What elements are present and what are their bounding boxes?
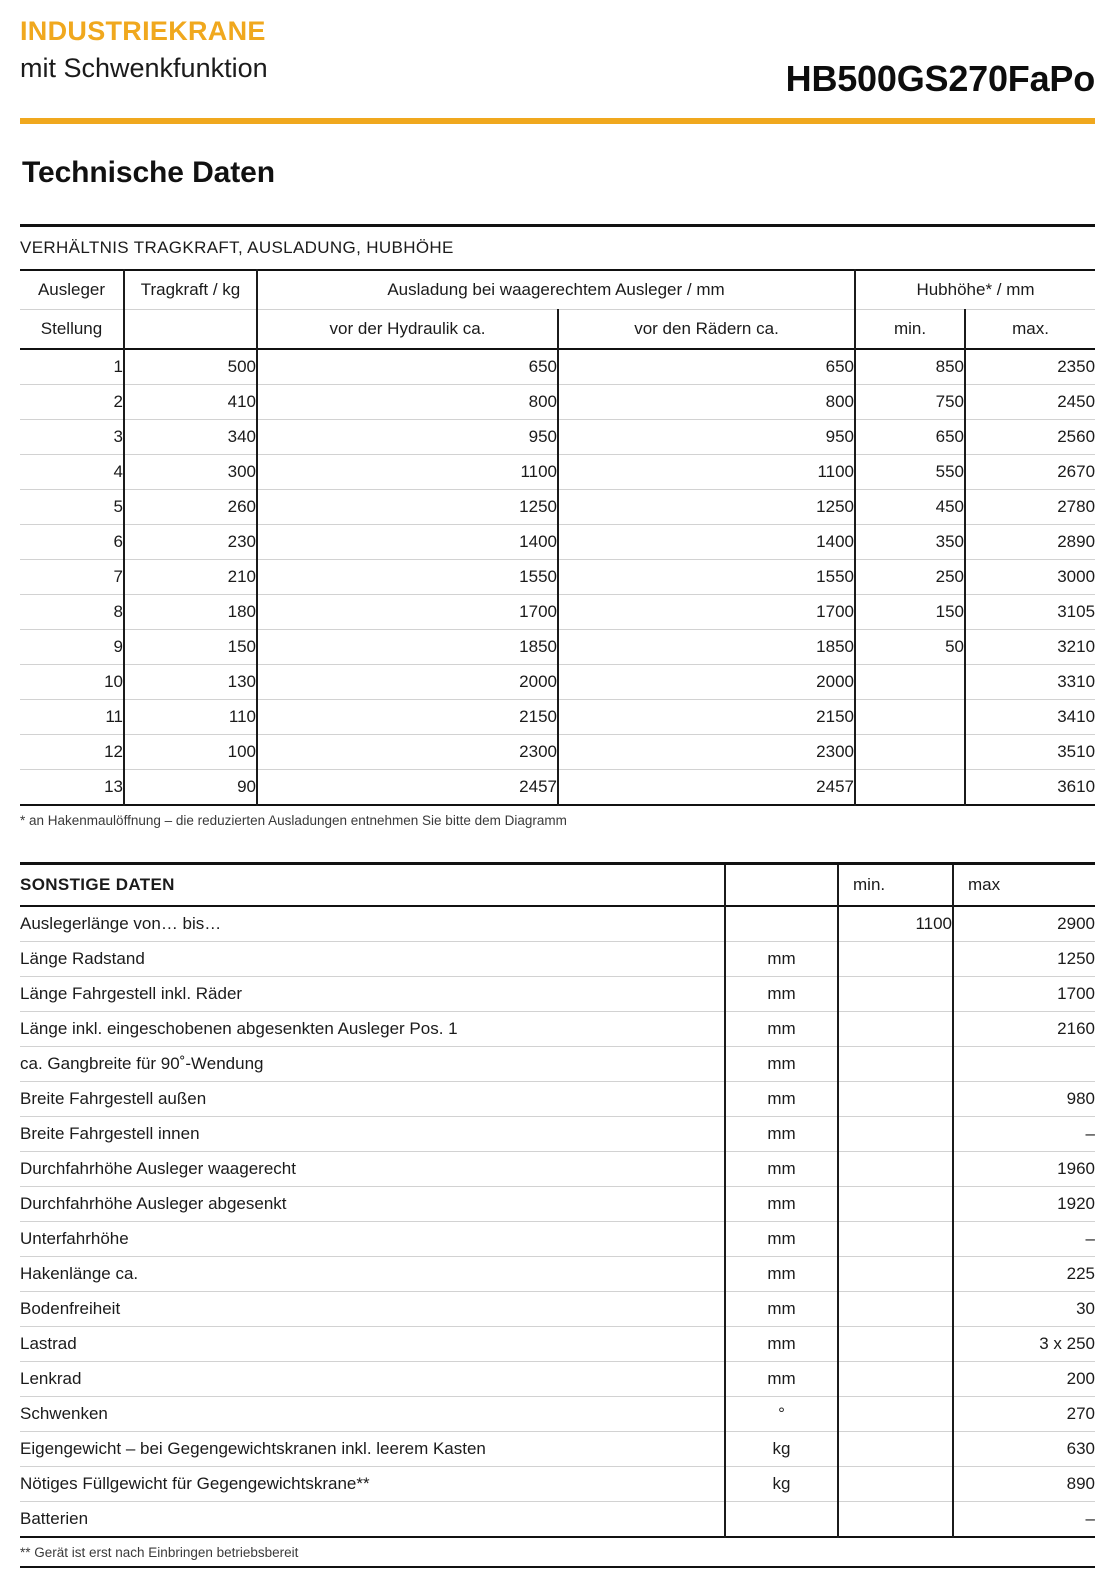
- list-item: [20, 1432, 1095, 1467]
- cell-hydraulik: 1700: [257, 595, 558, 630]
- row-unit: mm: [725, 1257, 838, 1292]
- header-vor-raedern: vor den Rädern ca.: [558, 310, 855, 350]
- row-min: [838, 1222, 953, 1257]
- row-label: Länge inkl. eingeschobenen abgesenkten Ausleger Pos. 1: [20, 1019, 458, 1038]
- row-max: 270: [953, 1397, 1095, 1432]
- cell-hydraulik: 2457: [257, 770, 558, 806]
- row-label: Breite Fahrgestell innen: [20, 1124, 200, 1143]
- cell-raeder: 950: [558, 420, 855, 455]
- list-item: [20, 1152, 1095, 1187]
- bottom-rule: [20, 1567, 1095, 1568]
- list-item: [20, 1222, 1095, 1257]
- table-capacity-wrapper: [20, 224, 1095, 834]
- row-max: 30: [953, 1292, 1095, 1327]
- cell-hydraulik: 1850: [257, 630, 558, 665]
- cell-stellung: 9: [113, 637, 123, 656]
- row-max: 1700: [953, 977, 1095, 1012]
- row-max: 980: [953, 1082, 1095, 1117]
- cell-raeder: 2000: [558, 665, 855, 700]
- cell-tragkraft: 500: [124, 349, 257, 385]
- header-ausladung: Ausladung bei waagerechtem Ausleger / mm: [257, 270, 855, 310]
- table-other-footnote: ** Gerät ist erst nach Einbringen betriebsbereit: [20, 1544, 299, 1560]
- cell-hydraulik: 2150: [257, 700, 558, 735]
- list-item: [20, 1327, 1095, 1362]
- row-min: [838, 942, 953, 977]
- header-left-block: [20, 16, 268, 86]
- row-label: ca. Gangbreite für 90˚-Wendung: [20, 1054, 264, 1073]
- table-other-header-row: [20, 864, 1095, 907]
- table-row: [20, 455, 1095, 490]
- cell-max: 2560: [965, 420, 1095, 455]
- row-label: Durchfahrhöhe Ausleger waagerecht: [20, 1159, 296, 1178]
- table-capacity-band-title-row: [20, 226, 1095, 271]
- cell-min: 250: [855, 560, 965, 595]
- cell-max: 3210: [965, 630, 1095, 665]
- header-max: max: [953, 864, 1095, 907]
- header-hubhoehe-min: min.: [855, 310, 965, 350]
- header-unit: [725, 864, 838, 907]
- row-unit: °: [725, 1397, 838, 1432]
- table-row: [20, 420, 1095, 455]
- row-min: [838, 1152, 953, 1187]
- row-label: Bodenfreiheit: [20, 1299, 121, 1318]
- cell-min: 550: [855, 455, 965, 490]
- cell-stellung: 6: [113, 532, 123, 551]
- model-number: HB500GS270FaPo: [785, 58, 1095, 99]
- row-max: 3 x 250: [953, 1327, 1095, 1362]
- table-capacity-footnote-row: [20, 805, 1095, 834]
- cell-min: [855, 770, 965, 806]
- cell-tragkraft: 340: [124, 420, 257, 455]
- cell-tragkraft: 90: [124, 770, 257, 806]
- header-ausleger: Ausleger: [37, 280, 106, 299]
- table-other-band-title: SONSTIGE DATEN: [20, 875, 175, 894]
- table-other-bottom-rule-row: [20, 1567, 1095, 1568]
- row-unit: mm: [725, 1117, 838, 1152]
- cell-stellung: 13: [104, 777, 123, 796]
- page-title: Technische Daten: [22, 156, 275, 189]
- row-min: [838, 977, 953, 1012]
- row-label: Unterfahrhöhe: [20, 1229, 129, 1248]
- cell-raeder: 800: [558, 385, 855, 420]
- row-unit: mm: [725, 1082, 838, 1117]
- cell-stellung: 7: [113, 567, 123, 586]
- list-item: [20, 1362, 1095, 1397]
- cell-raeder: 1100: [558, 455, 855, 490]
- cell-stellung: 10: [104, 672, 123, 691]
- row-label: Eigengewicht – bei Gegengewichtskranen inkl. leerem Kasten: [20, 1439, 486, 1458]
- cell-hydraulik: 1250: [257, 490, 558, 525]
- cell-min: 650: [855, 420, 965, 455]
- header-hubhoehe: Hubhöhe* / mm: [855, 270, 1095, 310]
- header-tragkraft-sub: [124, 310, 257, 350]
- table-other-data: [20, 862, 1095, 1568]
- cell-min: 750: [855, 385, 965, 420]
- header-tragkraft: Tragkraft / kg: [124, 270, 257, 310]
- table-row: [20, 349, 1095, 385]
- cell-raeder: 1550: [558, 560, 855, 595]
- row-min: [838, 1397, 953, 1432]
- row-max: 200: [953, 1362, 1095, 1397]
- cell-min: [855, 700, 965, 735]
- row-unit: mm: [725, 1362, 838, 1397]
- row-max: 2160: [953, 1012, 1095, 1047]
- row-min: [838, 1012, 953, 1047]
- section-gap: [20, 834, 1095, 862]
- list-item: [20, 1047, 1095, 1082]
- cell-stellung: 5: [113, 497, 123, 516]
- cell-tragkraft: 230: [124, 525, 257, 560]
- row-max: 890: [953, 1467, 1095, 1502]
- list-item: [20, 1397, 1095, 1432]
- row-max: –: [953, 1117, 1095, 1152]
- cell-tragkraft: 180: [124, 595, 257, 630]
- list-item: [20, 906, 1095, 942]
- row-unit: [725, 1502, 838, 1538]
- table-row: [20, 595, 1095, 630]
- cell-hydraulik: 800: [257, 385, 558, 420]
- cell-tragkraft: 300: [124, 455, 257, 490]
- table-capacity-footnote: * an Hakenmaulöffnung – die reduzierten Ausladungen entnehmen Sie bitte dem Diagramm: [20, 812, 567, 828]
- list-item: [20, 1502, 1095, 1538]
- cell-raeder: 2457: [558, 770, 855, 806]
- cell-max: 2890: [965, 525, 1095, 560]
- row-min: [838, 1187, 953, 1222]
- row-label: Lenkrad: [20, 1369, 82, 1388]
- row-label: Länge Fahrgestell inkl. Räder: [20, 984, 243, 1003]
- row-unit: mm: [725, 1012, 838, 1047]
- cell-max: 3105: [965, 595, 1095, 630]
- cell-max: 2780: [965, 490, 1095, 525]
- cell-raeder: 2150: [558, 700, 855, 735]
- cell-stellung: 4: [113, 462, 123, 481]
- table-row: [20, 770, 1095, 806]
- row-min: [838, 1082, 953, 1117]
- list-item: [20, 1082, 1095, 1117]
- row-unit: kg: [725, 1432, 838, 1467]
- cell-max: 3510: [965, 735, 1095, 770]
- cell-hydraulik: 1550: [257, 560, 558, 595]
- row-label: Auslegerlänge von… bis…: [20, 914, 222, 933]
- cell-hydraulik: 950: [257, 420, 558, 455]
- cell-stellung: 2: [113, 392, 123, 411]
- cell-raeder: 1700: [558, 595, 855, 630]
- cell-raeder: 2300: [558, 735, 855, 770]
- row-min: [838, 1117, 953, 1152]
- header-vor-hydraulik: vor der Hydraulik ca.: [257, 310, 558, 350]
- cell-hydraulik: 2300: [257, 735, 558, 770]
- row-unit: mm: [725, 1292, 838, 1327]
- table-capacity: [20, 224, 1095, 834]
- row-min: 1100: [838, 906, 953, 942]
- row-label: Hakenlänge ca.: [20, 1264, 139, 1283]
- cell-tragkraft: 150: [124, 630, 257, 665]
- accent-divider: [20, 118, 1095, 124]
- product-category-kicker: INDUSTRIEKRANE: [20, 16, 266, 46]
- table-other-footnote-row: [20, 1537, 1095, 1567]
- cell-stellung: 1: [113, 357, 123, 376]
- cell-min: 450: [855, 490, 965, 525]
- row-unit: mm: [725, 1187, 838, 1222]
- cell-raeder: 1250: [558, 490, 855, 525]
- row-max: 2900: [953, 906, 1095, 942]
- cell-min: 850: [855, 349, 965, 385]
- row-unit: mm: [725, 1152, 838, 1187]
- list-item: [20, 1467, 1095, 1502]
- page-header: [20, 0, 1095, 112]
- row-unit: kg: [725, 1467, 838, 1502]
- cell-tragkraft: 410: [124, 385, 257, 420]
- header-min: min.: [838, 864, 953, 907]
- row-max: –: [953, 1222, 1095, 1257]
- row-min: [838, 1432, 953, 1467]
- table-row: [20, 490, 1095, 525]
- cell-min: 350: [855, 525, 965, 560]
- row-max: [953, 1047, 1095, 1082]
- table-row: [20, 630, 1095, 665]
- list-item: [20, 1187, 1095, 1222]
- list-item: [20, 1012, 1095, 1047]
- cell-raeder: 1850: [558, 630, 855, 665]
- row-label: Durchfahrhöhe Ausleger abgesenkt: [20, 1194, 287, 1213]
- cell-stellung: 12: [104, 742, 123, 761]
- cell-hydraulik: 1100: [257, 455, 558, 490]
- table-capacity-header-row-2: [20, 310, 1095, 350]
- cell-hydraulik: 1400: [257, 525, 558, 560]
- cell-max: 3310: [965, 665, 1095, 700]
- product-subtitle: mit Schwenkfunktion: [20, 53, 268, 84]
- row-unit: mm: [725, 1222, 838, 1257]
- cell-max: 3610: [965, 770, 1095, 806]
- row-max: 1960: [953, 1152, 1095, 1187]
- cell-tragkraft: 100: [124, 735, 257, 770]
- row-max: 1920: [953, 1187, 1095, 1222]
- row-max: 225: [953, 1257, 1095, 1292]
- table-other-wrapper: [20, 862, 1095, 1568]
- row-label: Batterien: [20, 1509, 89, 1528]
- row-max: 630: [953, 1432, 1095, 1467]
- list-item: [20, 1257, 1095, 1292]
- row-label: Schwenken: [20, 1404, 108, 1423]
- cell-min: 150: [855, 595, 965, 630]
- header-stellung: Stellung: [40, 319, 103, 338]
- cell-max: 3000: [965, 560, 1095, 595]
- cell-min: [855, 665, 965, 700]
- cell-tragkraft: 210: [124, 560, 257, 595]
- row-label: Länge Radstand: [20, 949, 145, 968]
- cell-min: [855, 735, 965, 770]
- row-unit: mm: [725, 1327, 838, 1362]
- row-min: [838, 1467, 953, 1502]
- row-unit: [725, 906, 838, 942]
- row-unit: mm: [725, 977, 838, 1012]
- cell-stellung: 8: [113, 602, 123, 621]
- header-hubhoehe-max: max.: [965, 310, 1095, 350]
- row-min: [838, 1257, 953, 1292]
- cell-max: 3410: [965, 700, 1095, 735]
- cell-stellung: 11: [105, 707, 123, 726]
- cell-raeder: 650: [558, 349, 855, 385]
- cell-min: 50: [855, 630, 965, 665]
- table-capacity-band-title: VERHÄLTNIS TRAGKRAFT, AUSLADUNG, HUBHÖHE: [20, 238, 454, 257]
- list-item: [20, 977, 1095, 1012]
- row-min: [838, 1047, 953, 1082]
- row-min: [838, 1327, 953, 1362]
- cell-max: 2350: [965, 349, 1095, 385]
- table-capacity-header-row-1: [20, 270, 1095, 310]
- cell-tragkraft: 130: [124, 665, 257, 700]
- table-row: [20, 560, 1095, 595]
- row-min: [838, 1502, 953, 1538]
- table-row: [20, 385, 1095, 420]
- row-unit: mm: [725, 1047, 838, 1082]
- list-item: [20, 942, 1095, 977]
- table-row: [20, 665, 1095, 700]
- list-item: [20, 1292, 1095, 1327]
- table-row: [20, 700, 1095, 735]
- row-label: Breite Fahrgestell außen: [20, 1089, 207, 1108]
- row-unit: mm: [725, 942, 838, 977]
- row-min: [838, 1362, 953, 1397]
- row-max: –: [953, 1502, 1095, 1538]
- row-min: [838, 1292, 953, 1327]
- cell-hydraulik: 2000: [257, 665, 558, 700]
- table-row: [20, 735, 1095, 770]
- row-label: Lastrad: [20, 1334, 77, 1353]
- cell-tragkraft: 260: [124, 490, 257, 525]
- table-row: [20, 525, 1095, 560]
- cell-stellung: 3: [113, 427, 123, 446]
- cell-tragkraft: 110: [124, 700, 257, 735]
- cell-raeder: 1400: [558, 525, 855, 560]
- list-item: [20, 1117, 1095, 1152]
- cell-hydraulik: 650: [257, 349, 558, 385]
- row-max: 1250: [953, 942, 1095, 977]
- row-label: Nötiges Füllgewicht für Gegengewichtskrane**: [20, 1474, 370, 1493]
- cell-max: 2670: [965, 455, 1095, 490]
- cell-max: 2450: [965, 385, 1095, 420]
